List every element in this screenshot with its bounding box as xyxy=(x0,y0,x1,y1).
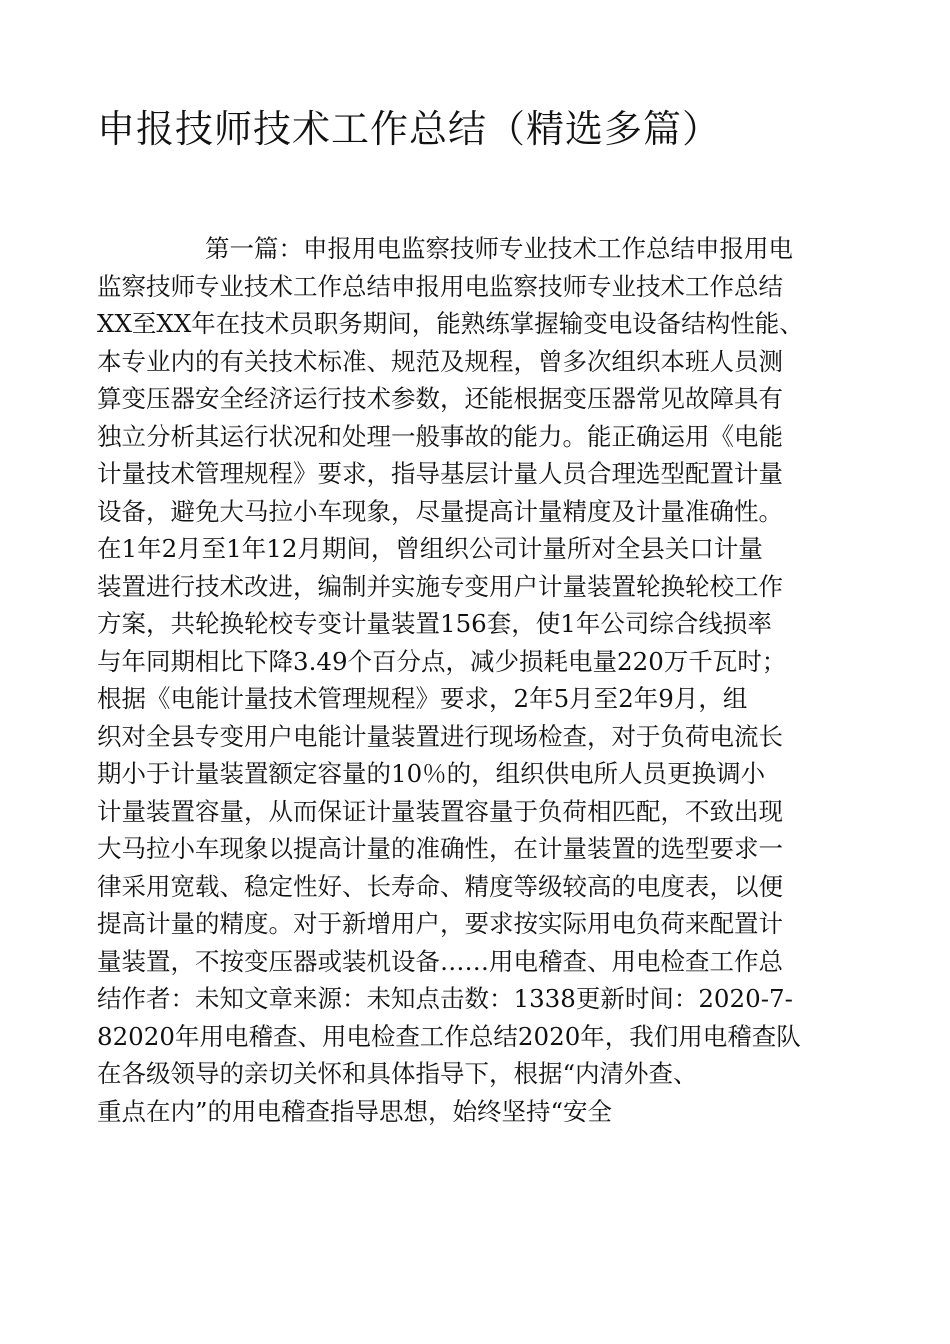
body-line: 监察技师专业技术工作总结申报用电监察技师专业技术工作总结 xyxy=(97,271,783,301)
body-line: 根据《电能计量技术管理规程》要求，2年5月至2年9月，组 xyxy=(97,684,748,713)
body-line: 装置进行技术改进，编制并实施专变用户计量装置轮换轮校工作 xyxy=(97,571,783,601)
body-line: 本专业内的有关技术标准、规范及规程，曾多次组织本班人员测 xyxy=(97,346,783,376)
body-line: 计量技术管理规程》要求，指导基层计量人员合理选型配置计量 xyxy=(97,459,783,488)
body-line: 期小于计量装置额定容量的10％的，组织供电所人员更换调小 xyxy=(97,759,766,788)
body-line: XX至XX年在技术员职务期间，能熟练掌握输变电设备结构性能、 xyxy=(97,309,804,338)
body-line: 算变压器安全经济运行技术参数，还能根据变压器常见故障具有 xyxy=(97,384,783,413)
body-line: 第一篇：申报用电监察技师专业技术工作总结申报用电 xyxy=(205,234,793,263)
document-title: 申报技师技术工作总结（精选多篇） xyxy=(97,107,722,151)
body-line: 82020年用电稽查、用电检查工作总结2020年，我们用电稽查队 xyxy=(97,1021,801,1051)
body-line: 重点在内”的用电稽查指导思想，始终坚持“安全 xyxy=(97,1096,613,1126)
body-line: 计量装置容量，从而保证计量装置容量于负荷相匹配，不致出现 xyxy=(97,796,783,826)
body-line: 在1年2月至1年12月期间，曾组织公司计量所对全县关口计量 xyxy=(97,534,763,563)
body-line: 大马拉小车现象以提高计量的准确性，在计量装置的选型要求一 xyxy=(97,834,783,863)
body-line: 与年同期相比下降3.49个百分点，减少损耗电量220万千瓦时； xyxy=(97,646,787,676)
body-line: 律采用宽载、稳定性好、长寿命、精度等级较高的电度表，以便 xyxy=(97,871,783,901)
body-line: 设备，避免大马拉小车现象，尽量提高计量精度及计量准确性。 xyxy=(97,496,783,526)
body-line: 方案，共轮换轮校专变计量装置156套，使1年公司综合线损率 xyxy=(97,609,772,638)
document-body xyxy=(97,230,867,1130)
body-line: 量装置，不按变压器或装机设备……用电稽查、用电检查工作总 xyxy=(97,946,783,976)
body-line: 独立分析其运行状况和处理一般事故的能力。能正确运用《电能 xyxy=(97,421,783,451)
body-line: 提高计量的精度。对于新增用户，要求按实际用电负荷来配置计 xyxy=(97,909,783,938)
body-line: 织对全县专变用户电能计量装置进行现场检查，对于负荷电流长 xyxy=(97,721,783,751)
body-line: 结作者：未知文章来源：未知点击数：1338更新时间：2020-7- xyxy=(97,984,793,1013)
body-line: 在各级领导的亲切关怀和具体指导下，根据“内清外查、 xyxy=(97,1059,698,1088)
